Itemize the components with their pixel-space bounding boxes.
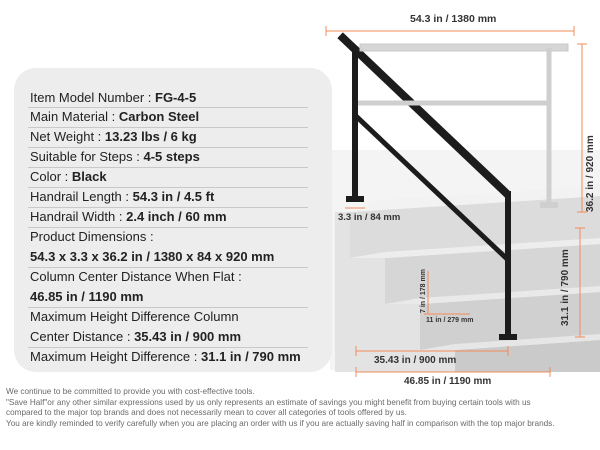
divider (28, 347, 308, 348)
divider (28, 107, 308, 108)
disclaimer-line: compared to the major top brands and does not necessarily mean to cover all categories of tools offered by us. (6, 408, 407, 418)
max-height-diff-label: Maximum Height Difference : (30, 349, 198, 364)
divider (28, 127, 308, 128)
spec-steps (30, 149, 200, 165)
handrail-width-value: 2.4 inch / 60 mm (126, 209, 227, 224)
spec-color (30, 169, 107, 185)
color-value: Black (71, 169, 107, 184)
steps-label: Suitable for Steps : (30, 149, 140, 164)
dim-step-rise: 7 in / 178 mm (420, 269, 427, 313)
spec-product-dimensions-label (30, 229, 154, 245)
disclaimer-line: "Save Half"or any other similar expressions used by us only represents an estimate of savings you might benefit from buying certain tools with us (6, 397, 531, 407)
material-label: Main Material : (30, 109, 116, 124)
divider (28, 307, 308, 308)
handrail-length-value: 54.3 in / 4.5 ft (132, 189, 215, 204)
material-value: Carbon Steel (118, 109, 200, 124)
disclaimer (6, 387, 596, 429)
handrail-length-label: Handrail Length : (30, 189, 130, 204)
product-dimensions-value: 54.3 x 3.3 x 36.2 in / 1380 x 84 x 920 mm (30, 249, 275, 264)
spec-handrail-length (30, 189, 214, 205)
spec-column-center-label (30, 269, 242, 285)
dim-base-depth: 3.3 in / 84 mm (338, 212, 401, 223)
column-center-label: Column Center Distance When Flat : (30, 269, 242, 284)
weight-value: 13.23 lbs / 6 kg (104, 129, 197, 144)
product-dimensions-label: Product Dimensions : (30, 229, 154, 244)
model-value: FG-4-5 (155, 90, 197, 105)
color-label: Color : (30, 169, 69, 184)
spec-column-center-value (30, 289, 143, 305)
spec-center-distance (30, 329, 241, 345)
dim-flat-distance: 46.85 in / 1190 mm (404, 376, 492, 387)
spec-model (30, 90, 196, 106)
dim-center-distance: 35.43 in / 900 mm (374, 355, 457, 366)
dim-top-width: 54.3 in / 1380 mm (410, 13, 497, 25)
divider (28, 267, 308, 268)
spec-product-dimensions-value (30, 249, 274, 265)
spec-material (30, 109, 199, 125)
divider (28, 207, 308, 208)
dim-right-height: 36.2 in / 920 mm (585, 135, 596, 212)
divider (28, 227, 308, 228)
dim-max-height: 31.1 in / 790 mm (560, 249, 571, 326)
spec-max-height-difference (30, 349, 301, 365)
steps-value: 4-5 steps (143, 149, 200, 164)
spec-max-height-column (30, 309, 239, 325)
disclaimer-line: You are kindly reminded to verify carefully when you are placing an order with us if you are actually saving half in comparison with the top major brands. (6, 418, 555, 428)
max-height-diff-value: 31.1 in / 790 mm (201, 349, 301, 364)
divider (28, 187, 308, 188)
center-distance-value: 35.43 in / 900 mm (134, 329, 242, 344)
divider (28, 147, 308, 148)
max-height-column-label: Maximum Height Difference Column (30, 309, 239, 324)
spec-weight (30, 129, 197, 145)
handrail-width-label: Handrail Width : (30, 209, 123, 224)
disclaimer-line: We continue to be committed to provide you with cost-effective tools. (6, 387, 255, 396)
column-center-value: 46.85 in / 1190 mm (30, 289, 144, 304)
weight-label: Net Weight : (30, 129, 102, 144)
spec-handrail-width (30, 209, 227, 225)
dim-step-run: 11 in / 279 mm (426, 317, 474, 324)
model-label: Item Model Number : (30, 90, 152, 105)
divider (28, 167, 308, 168)
center-distance-label: Center Distance : (30, 329, 131, 344)
